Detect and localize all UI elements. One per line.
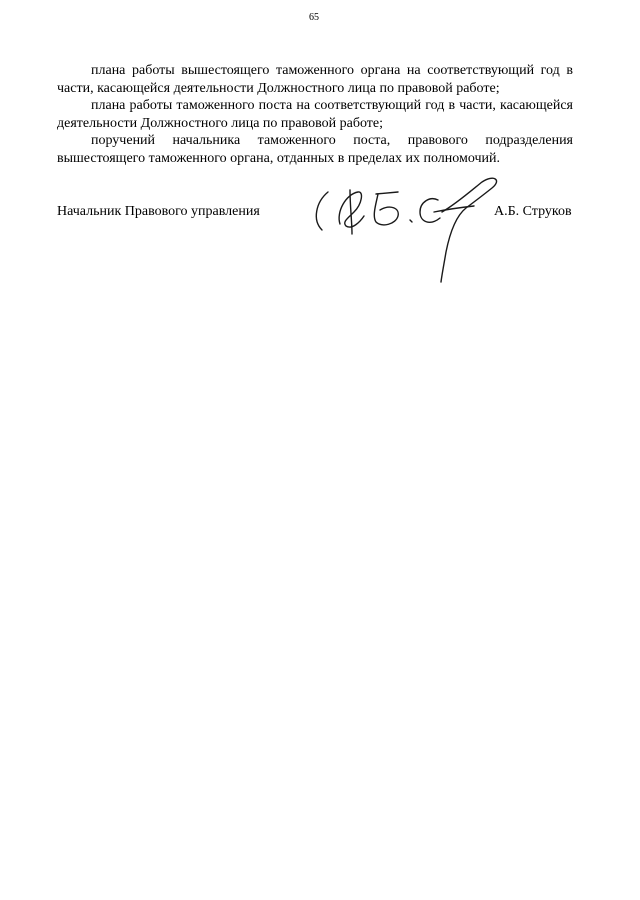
signatory-name: А.Б. Струков [494, 204, 572, 219]
page-number: 65 [309, 12, 319, 23]
paragraph-instructions: поручений начальника таможенного поста, правового подразделения вышестоящего таможенного органа, отданных в пределах их полномочий. [57, 133, 573, 166]
handwritten-signature [306, 172, 506, 287]
paragraph-post-plan: плана работы таможенного поста на соответствующий год в части, касающейся деятельности Должностного лица по правовой работе; [57, 98, 573, 131]
paragraph-department-plan: плана работы вышестоящего таможенного органа на соответствующий год в части, касающейся деятельности Должностного лица по правовой работе; [57, 63, 573, 96]
signature-block [57, 180, 577, 290]
body-text [57, 62, 573, 167]
signatory-title: Начальник Правового управления [57, 204, 260, 219]
